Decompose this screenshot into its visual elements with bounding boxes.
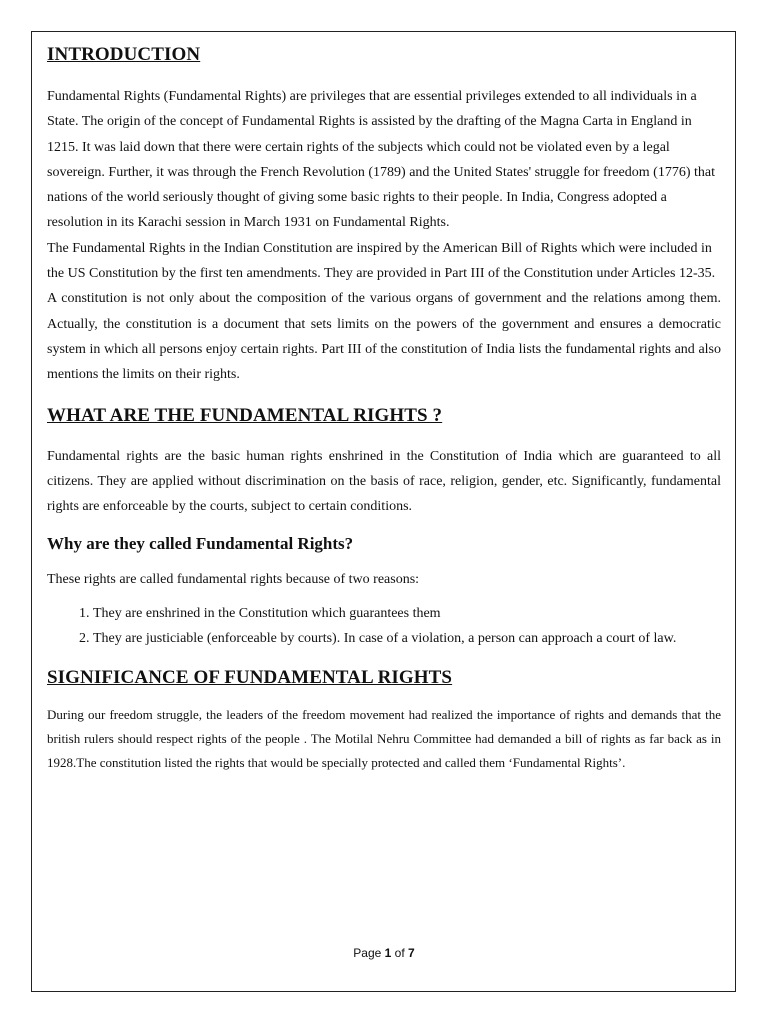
reasons-list xyxy=(47,601,721,652)
of-word: of xyxy=(394,946,405,960)
intro-paragraph-1: Fundamental Rights (Fundamental Rights) are privileges that are essential privileges extended to all individuals in a State. The origin of the concept of Fundamental Rights is assisted by the drafting of the Magna Carta in England in 1215. It was laid down that there were certain rights of the subjects which could not be violated even by a legal sovereign. Further, it was through the French Revolution (1789) and the United States' struggle for freedom (1776) that nations of the world seriously thought of giving some basic rights to their people. In India, Congress adopted a resolution in its Karachi session in March 1931 on Fundamental Rights. xyxy=(47,89,715,231)
document-body xyxy=(47,40,721,774)
heading-what-are-fundamental-rights: WHAT ARE THE FUNDAMENTAL RIGHTS ? xyxy=(47,404,443,426)
heading-introduction: INTRODUCTION xyxy=(47,44,201,65)
list-item: 2. They are justiciable (enforceable by courts). In case of a violation, a person can approach a court of law. xyxy=(93,626,721,651)
significance-paragraph: During our freedom struggle, the leaders of the freedom movement had realized the importance of rights and demands that the british rulers should respect rights of the people . The Motilal Nehru Committee had demanded a bill of rights as far back as in 1928.The constitution listed the rights that would be specially protected and called them ‘Fundamental Rights’. xyxy=(47,707,721,770)
page-footer xyxy=(0,946,768,960)
what-paragraph: Fundamental rights are the basic human rights enshrined in the Constitution of India which are guaranteed to all citizens. They are applied without discrimination on the basis of race, religion, gender, etc. Significantly, fundamental rights are enforceable by the courts, subject to certain conditions. xyxy=(47,448,721,515)
page-word: Page xyxy=(353,946,382,960)
reasons-intro: These rights are called fundamental rights because of two reasons: xyxy=(47,572,420,588)
total-pages-number: 7 xyxy=(408,946,415,960)
intro-paragraph-3: A constitution is not only about the composition of the various organs of government and the relations among them. Actually, the constitution is a document that sets limits on the powers of the government and ensures a democratic system in which all persons enjoy certain rights. Part III of the constitution of India lists the fundamental rights and also mentions the limits on their rights. xyxy=(47,291,721,383)
subheading-why-called: Why are they called Fundamental Rights? xyxy=(47,534,354,554)
current-page-number: 1 xyxy=(384,946,392,960)
heading-significance: SIGNIFICANCE OF FUNDAMENTAL RIGHTS xyxy=(47,667,453,689)
list-item: 1. They are enshrined in the Constitution which guarantees them xyxy=(93,601,721,626)
intro-paragraph-2: The Fundamental Rights in the Indian Constitution are inspired by the American Bill of Rights which were included in the US Constitution by the first ten amendments. They are provided in Part III of the Constitution under Articles 12-35. xyxy=(47,240,716,282)
